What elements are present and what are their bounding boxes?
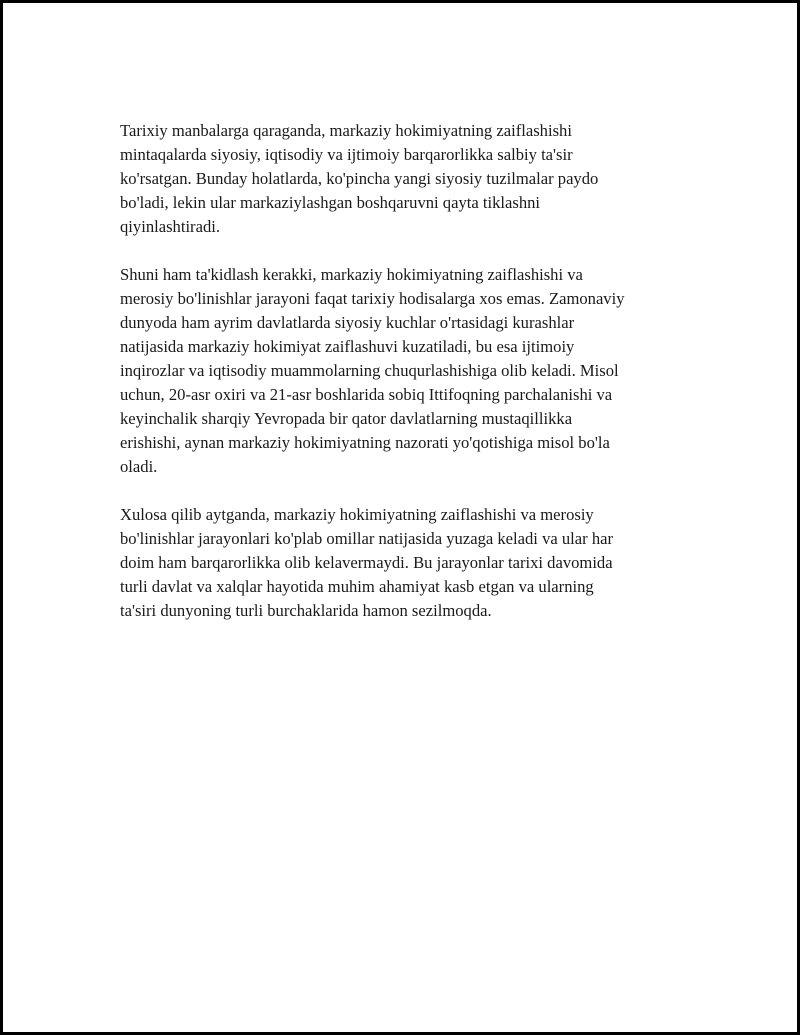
paragraph-1: Tarixiy manbalarga qaraganda, markaziy hokimiyatning zaiflashishi mintaqalarda siyosiy, iqtisodiy va ijtimoiy barqarorlikka salbiy ta'sir ko'rsatgan. Bunday holatlarda, ko'pincha yangi siyosiy tuzilmalar paydo bo'ladi, lekin ular markaziylashgan boshqaruvni qayta tiklashni qiyinlashtiradi. (120, 121, 599, 236)
document-body (120, 119, 680, 647)
paragraph-3: Xulosa qilib aytganda, markaziy hokimiyatning zaiflashishi va merosiy bo'linishlar jarayonlari ko'plab omillar natijasida yuzaga keladi va ular har doim ham barqarorlikka olib kelavermaydi. Bu jarayonlar tarixi davomida turli davlat va xalqlar hayotida muhim ahamiyat kasb etgan va ularning ta'siri dunyoning turli burchaklarida hamon sezilmoqda. (120, 505, 614, 620)
paragraph-2: Shuni ham ta'kidlash kerakki, markaziy hokimiyatning zaiflashishi va merosiy bo'linishlar jarayoni faqat tarixiy hodisalarga xos emas. Zamonaviy dunyoda ham ayrim davlatlarda siyosiy kuchlar o'rtasidagi kurashlar natijasida markaziy hokimiyat zaiflashuvi kuzatiladi, bu esa ijtimoiy inqirozlar va iqtisodiy muammolarning chuqurlashishiga olib keladi. Misol uchun, 20-asr oxiri va 21-asr boshlarida sobiq Ittifoqning parchalanishi va keyinchalik sharqiy Yevropada bir qator davlatlarning mustaqillikka erishishi, aynan markaziy hokimiyatning nazorati yo'qotishiga misol bo'la oladi. (120, 265, 625, 476)
